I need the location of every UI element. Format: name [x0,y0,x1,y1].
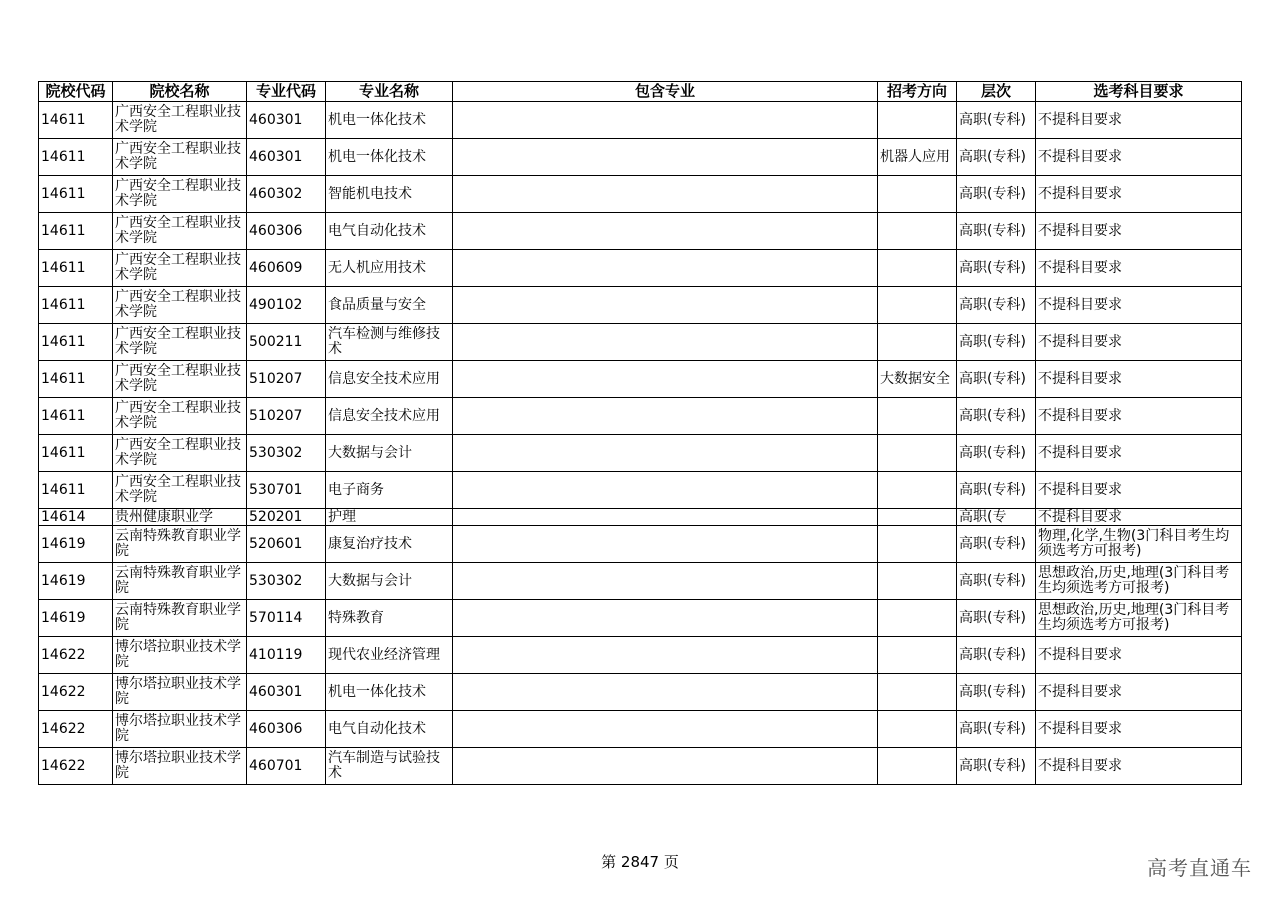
table-row [39,361,1242,398]
cell-major-name: 护理 [326,509,453,526]
watermark-text: 高考直通车 [1147,856,1252,880]
cell-major-code: 460301 [247,139,326,176]
cell-major-name: 特殊教育 [326,600,453,637]
cell-school-name: 广西安全工程职业技术学院 [113,102,247,139]
table-row [39,287,1242,324]
cell-direction: 机器人应用 [878,139,957,176]
cell-school-name: 博尔塔拉职业技术学院 [113,711,247,748]
cell-level: 高职(专科) [957,213,1036,250]
cell-included-majors [453,324,878,361]
cell-major-code: 460306 [247,213,326,250]
table-body [39,102,1242,785]
cell-included-majors [453,213,878,250]
cell-major-name: 电气自动化技术 [326,711,453,748]
cell-included-majors [453,711,878,748]
table-row [39,748,1242,785]
cell-subject-requirement: 不提科目要求 [1036,324,1242,361]
cell-included-majors [453,526,878,563]
cell-school-name: 广西安全工程职业技术学院 [113,250,247,287]
table-header-row [39,82,1242,102]
cell-subject-requirement: 不提科目要求 [1036,472,1242,509]
cell-direction [878,324,957,361]
cell-major-name: 无人机应用技术 [326,250,453,287]
cell-direction [878,472,957,509]
cell-direction [878,748,957,785]
table-row [39,711,1242,748]
cell-direction [878,711,957,748]
table-row [39,637,1242,674]
table-row [39,526,1242,563]
cell-included-majors [453,435,878,472]
cell-school-code: 14611 [39,176,113,213]
cell-subject-requirement: 不提科目要求 [1036,711,1242,748]
table-row [39,213,1242,250]
cell-level: 高职(专科) [957,324,1036,361]
cell-subject-requirement: 不提科目要求 [1036,250,1242,287]
cell-school-name: 广西安全工程职业技术学院 [113,435,247,472]
cell-major-code: 460701 [247,748,326,785]
cell-subject-requirement: 不提科目要求 [1036,176,1242,213]
cell-included-majors [453,176,878,213]
cell-major-code: 460306 [247,711,326,748]
cell-major-code: 530302 [247,435,326,472]
cell-school-code: 14611 [39,250,113,287]
cell-school-name: 广西安全工程职业技术学院 [113,176,247,213]
cell-level: 高职(专科) [957,435,1036,472]
table-row [39,674,1242,711]
cell-subject-requirement: 不提科目要求 [1036,361,1242,398]
cell-school-name: 博尔塔拉职业技术学院 [113,674,247,711]
cell-direction [878,398,957,435]
data-table-container [38,81,1242,785]
header-school-code: 院校代码 [39,82,113,102]
cell-school-code: 14611 [39,139,113,176]
cell-major-code: 500211 [247,324,326,361]
cell-included-majors [453,139,878,176]
cell-included-majors [453,250,878,287]
cell-subject-requirement: 不提科目要求 [1036,435,1242,472]
cell-subject-requirement: 不提科目要求 [1036,674,1242,711]
cell-direction [878,287,957,324]
cell-major-name: 现代农业经济管理 [326,637,453,674]
cell-level: 高职(专科) [957,637,1036,674]
cell-school-name: 广西安全工程职业技术学院 [113,472,247,509]
cell-school-name: 广西安全工程职业技术学院 [113,139,247,176]
table-row [39,250,1242,287]
cell-school-name: 云南特殊教育职业学院 [113,563,247,600]
cell-school-code: 14622 [39,748,113,785]
cell-major-name: 信息安全技术应用 [326,398,453,435]
cell-direction: 大数据安全 [878,361,957,398]
cell-school-name: 云南特殊教育职业学院 [113,526,247,563]
cell-level: 高职(专科) [957,563,1036,600]
cell-level: 高职(专科) [957,711,1036,748]
cell-major-code: 460301 [247,674,326,711]
header-included-majors: 包含专业 [453,82,878,102]
cell-major-name: 电子商务 [326,472,453,509]
cell-subject-requirement: 不提科目要求 [1036,398,1242,435]
cell-direction [878,435,957,472]
cell-major-code: 490102 [247,287,326,324]
header-major-name: 专业名称 [326,82,453,102]
cell-direction [878,509,957,526]
cell-major-code: 410119 [247,637,326,674]
cell-included-majors [453,674,878,711]
cell-level: 高职(专科) [957,139,1036,176]
table-row [39,102,1242,139]
cell-direction [878,213,957,250]
cell-included-majors [453,361,878,398]
cell-direction [878,250,957,287]
cell-major-name: 机电一体化技术 [326,674,453,711]
cell-level: 高职(专科) [957,176,1036,213]
header-level: 层次 [957,82,1036,102]
cell-school-code: 14622 [39,711,113,748]
cell-included-majors [453,472,878,509]
cell-direction [878,600,957,637]
cell-major-code: 520201 [247,509,326,526]
cell-school-code: 14611 [39,472,113,509]
table-row [39,324,1242,361]
cell-school-name: 广西安全工程职业技术学院 [113,213,247,250]
cell-school-code: 14622 [39,637,113,674]
cell-level: 高职(专科) [957,600,1036,637]
enrollment-table [38,81,1242,785]
cell-school-code: 14619 [39,563,113,600]
cell-level: 高职(专科) [957,674,1036,711]
cell-school-code: 14619 [39,526,113,563]
cell-major-name: 电气自动化技术 [326,213,453,250]
cell-school-code: 14614 [39,509,113,526]
header-subject-requirement: 选考科目要求 [1036,82,1242,102]
cell-direction [878,637,957,674]
cell-school-code: 14611 [39,102,113,139]
cell-subject-requirement: 不提科目要求 [1036,748,1242,785]
cell-major-name: 汽车检测与维修技术 [326,324,453,361]
header-direction: 招考方向 [878,82,957,102]
cell-school-name: 博尔塔拉职业技术学院 [113,637,247,674]
table-row [39,563,1242,600]
cell-subject-requirement: 不提科目要求 [1036,139,1242,176]
cell-included-majors [453,287,878,324]
cell-major-name: 信息安全技术应用 [326,361,453,398]
cell-direction [878,176,957,213]
cell-subject-requirement: 不提科目要求 [1036,287,1242,324]
cell-major-name: 机电一体化技术 [326,139,453,176]
table-row [39,398,1242,435]
cell-school-code: 14611 [39,324,113,361]
cell-school-name: 广西安全工程职业技术学院 [113,287,247,324]
cell-school-code: 14611 [39,361,113,398]
cell-included-majors [453,748,878,785]
cell-direction [878,526,957,563]
cell-included-majors [453,563,878,600]
cell-direction [878,674,957,711]
cell-major-code: 460302 [247,176,326,213]
cell-school-name: 贵州健康职业学 [113,509,247,526]
table-row [39,435,1242,472]
table-row [39,139,1242,176]
table-row [39,176,1242,213]
cell-included-majors [453,398,878,435]
cell-level: 高职(专科) [957,748,1036,785]
cell-major-code: 510207 [247,361,326,398]
cell-major-name: 食品质量与安全 [326,287,453,324]
cell-school-name: 广西安全工程职业技术学院 [113,398,247,435]
cell-major-name: 机电一体化技术 [326,102,453,139]
cell-school-code: 14619 [39,600,113,637]
page-number: 第 2847 页 [601,853,679,871]
cell-level: 高职(专科) [957,398,1036,435]
cell-level: 高职(专 [957,509,1036,526]
cell-major-name: 汽车制造与试验技术 [326,748,453,785]
cell-school-code: 14611 [39,398,113,435]
cell-school-name: 博尔塔拉职业技术学院 [113,748,247,785]
cell-included-majors [453,509,878,526]
table-row [39,472,1242,509]
cell-subject-requirement: 不提科目要求 [1036,102,1242,139]
cell-school-name: 云南特殊教育职业学院 [113,600,247,637]
cell-school-code: 14611 [39,213,113,250]
cell-school-code: 14611 [39,435,113,472]
header-school-name: 院校名称 [113,82,247,102]
cell-included-majors [453,102,878,139]
cell-school-name: 广西安全工程职业技术学院 [113,324,247,361]
cell-major-code: 520601 [247,526,326,563]
header-major-code: 专业代码 [247,82,326,102]
cell-level: 高职(专科) [957,472,1036,509]
cell-major-code: 530701 [247,472,326,509]
cell-school-code: 14622 [39,674,113,711]
cell-major-code: 460301 [247,102,326,139]
cell-level: 高职(专科) [957,102,1036,139]
cell-level: 高职(专科) [957,526,1036,563]
cell-subject-requirement: 不提科目要求 [1036,509,1242,526]
cell-major-code: 510207 [247,398,326,435]
cell-subject-requirement: 不提科目要求 [1036,637,1242,674]
cell-included-majors [453,637,878,674]
cell-level: 高职(专科) [957,361,1036,398]
cell-subject-requirement: 思想政治,历史,地理(3门科目考生均须选考方可报考) [1036,600,1242,637]
cell-subject-requirement: 思想政治,历史,地理(3门科目考生均须选考方可报考) [1036,563,1242,600]
cell-major-name: 康复治疗技术 [326,526,453,563]
cell-subject-requirement: 不提科目要求 [1036,213,1242,250]
cell-major-code: 530302 [247,563,326,600]
table-row [39,600,1242,637]
cell-level: 高职(专科) [957,250,1036,287]
cell-major-name: 智能机电技术 [326,176,453,213]
cell-school-name: 广西安全工程职业技术学院 [113,361,247,398]
cell-major-name: 大数据与会计 [326,563,453,600]
cell-included-majors [453,600,878,637]
cell-direction [878,563,957,600]
cell-major-code: 570114 [247,600,326,637]
cell-direction [878,102,957,139]
table-row [39,509,1242,526]
cell-level: 高职(专科) [957,287,1036,324]
cell-subject-requirement: 物理,化学,生物(3门科目考生均须选考方可报考) [1036,526,1242,563]
cell-major-name: 大数据与会计 [326,435,453,472]
cell-major-code: 460609 [247,250,326,287]
cell-school-code: 14611 [39,287,113,324]
